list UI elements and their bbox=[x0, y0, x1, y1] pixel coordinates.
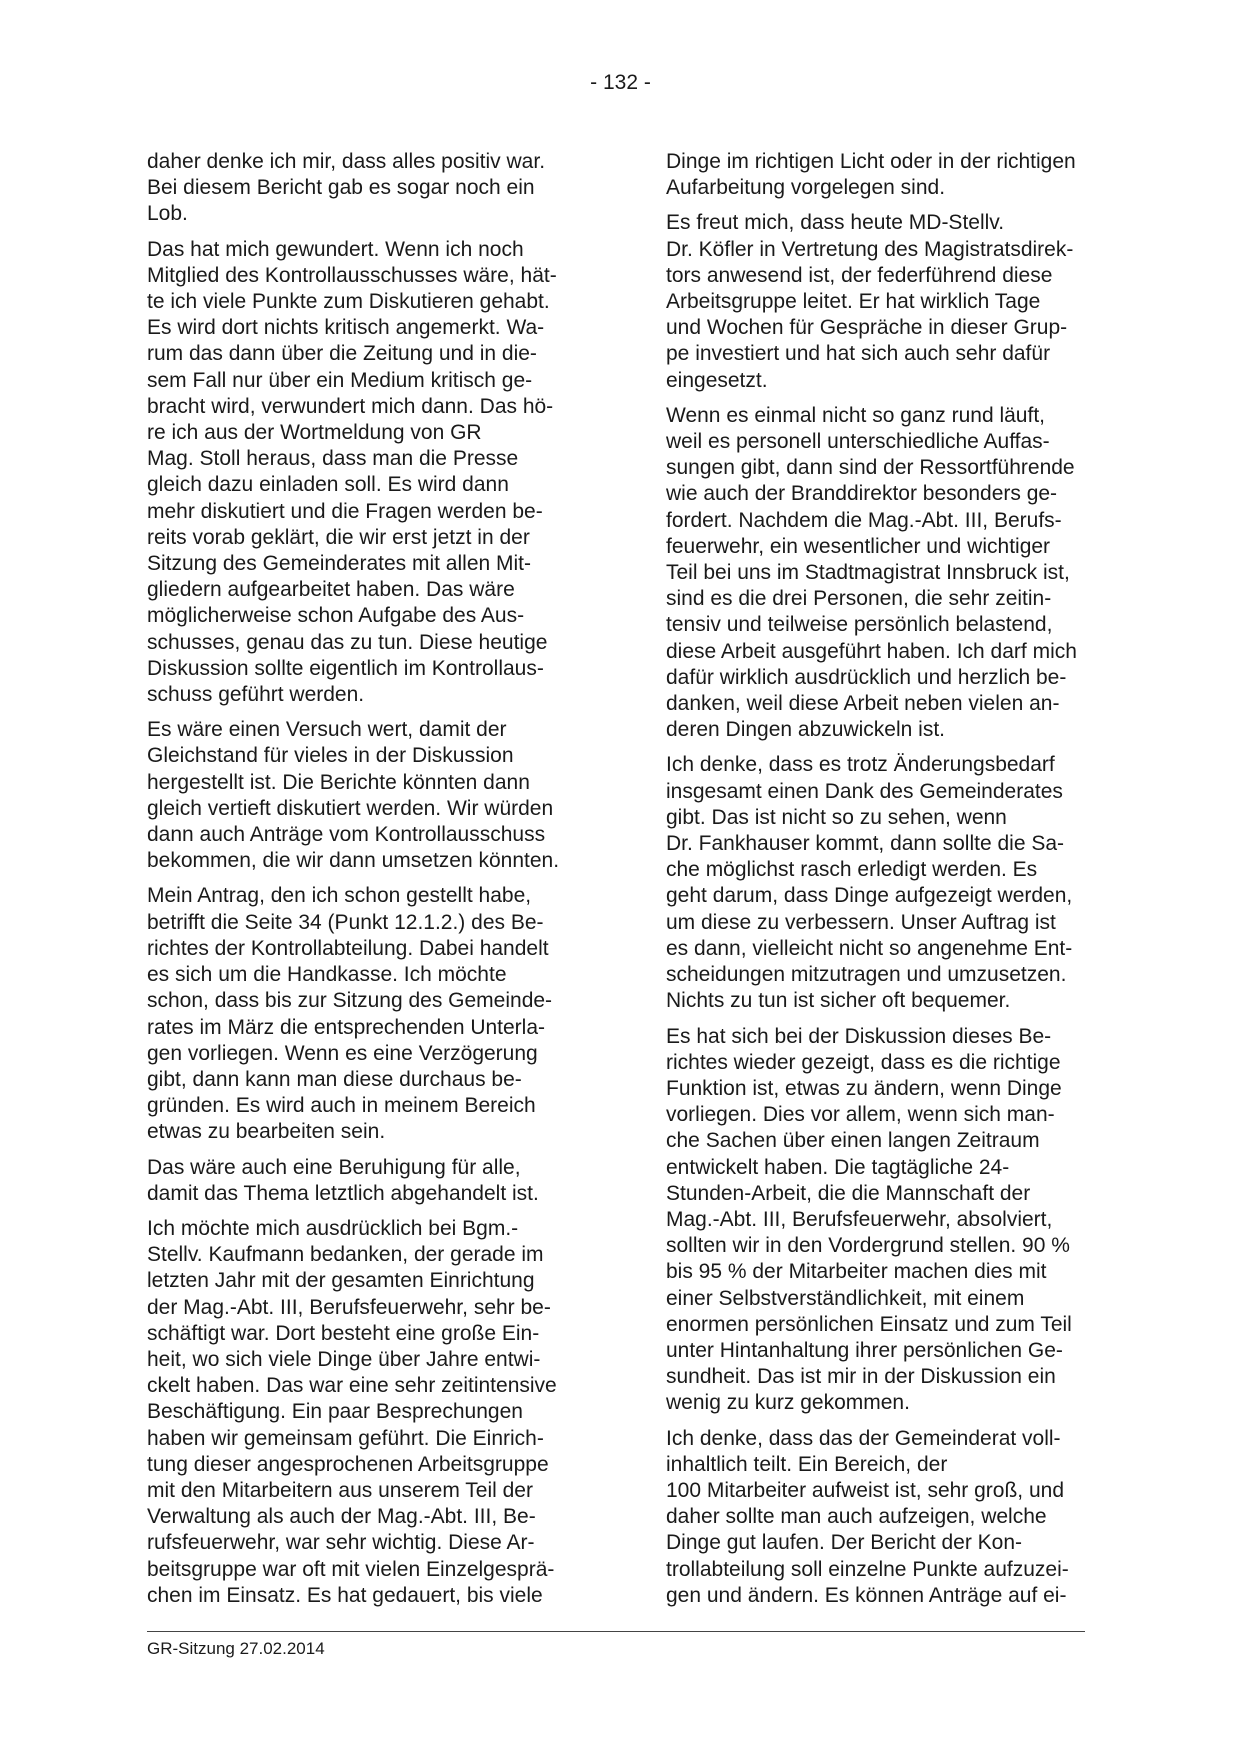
text-line: Es hat sich bei der Diskussion dieses Be- bbox=[666, 1024, 1052, 1048]
text-line: Es wäre einen Versuch wert, damit der bbox=[147, 718, 507, 742]
text-line: haben wir gemeinsam geführt. Die Einrich- bbox=[147, 1426, 544, 1450]
text-line: trollabteilung soll einzelne Punkte aufzuzei- bbox=[666, 1557, 1069, 1581]
text-line: Bei diesem Bericht gab es sogar noch ein bbox=[147, 176, 535, 200]
text-line: tung dieser angesprochenen Arbeitsgruppe bbox=[147, 1452, 549, 1476]
text-line: beitsgruppe war oft mit vielen Einzelgesprä- bbox=[147, 1557, 555, 1581]
text-line: schon, dass bis zur Sitzung des Gemeinde- bbox=[147, 989, 553, 1013]
right-text-column bbox=[666, 149, 1106, 1618]
text-line: fordert. Nachdem die Mag.-Abt. III, Berufs- bbox=[666, 508, 1062, 532]
text-line: 100 Mitarbeiter aufweist ist, sehr groß, und bbox=[666, 1478, 1065, 1502]
text-line: möglicherweise schon Aufgabe des Aus- bbox=[147, 604, 525, 628]
text-line: damit das Thema letztlich abgehandelt ist. bbox=[147, 1181, 539, 1205]
footer-divider bbox=[147, 1631, 1085, 1632]
text-line: richtes der Kontrollabteilung. Dabei handelt bbox=[147, 936, 549, 960]
text-line: sollten wir in den Vordergrund stellen. 90 % bbox=[666, 1234, 1070, 1258]
text-line: Es freut mich, dass heute MD-Stellv. bbox=[666, 211, 1005, 235]
text-line: gleich vertieft diskutiert werden. Wir würden bbox=[147, 796, 554, 820]
text-line: tors anwesend ist, der federführend diese bbox=[666, 263, 1053, 287]
text-line: Das hat mich gewundert. Wenn ich noch bbox=[147, 237, 524, 261]
text-line: Beschäftigung. Ein paar Besprechungen bbox=[147, 1400, 523, 1424]
text-line: ckelt haben. Das war eine sehr zeitintensive bbox=[147, 1374, 557, 1398]
text-line: dafür wirklich ausdrücklich und herzlich be- bbox=[666, 665, 1067, 689]
text-line: Verwaltung als auch der Mag.-Abt. III, Be- bbox=[147, 1505, 536, 1529]
text-line: betrifft die Seite 34 (Punkt 12.1.2.) des Be- bbox=[147, 910, 544, 934]
text-line: sem Fall nur über ein Medium kritisch ge- bbox=[147, 368, 533, 392]
text-line: mehr diskutiert und die Fragen werden be- bbox=[147, 499, 543, 523]
text-line: Nichts zu tun ist sicher oft bequemer. bbox=[666, 989, 1011, 1013]
text-line: Dinge gut laufen. Der Bericht der Kon- bbox=[666, 1531, 1023, 1555]
paragraph bbox=[666, 752, 1106, 1014]
text-line: Dr. Köfler in Vertretung des Magistratsdirek- bbox=[666, 237, 1074, 261]
text-line: gründen. Es wird auch in meinem Bereich bbox=[147, 1094, 536, 1118]
text-line: Sitzung des Gemeinderates mit allen Mit- bbox=[147, 552, 531, 576]
text-line: rum das dann über die Zeitung und in die- bbox=[147, 342, 537, 366]
text-line: vorliegen. Dies vor allem, wenn sich man- bbox=[666, 1103, 1055, 1127]
text-line: letzten Jahr mit der gesamten Einrichtung bbox=[147, 1269, 535, 1293]
text-line: entwickelt haben. Die tagtägliche 24- bbox=[666, 1155, 1010, 1179]
text-line: reits vorab geklärt, die wir erst jetzt in der bbox=[147, 525, 530, 549]
text-line: bracht wird, verwundert mich dann. Das hö- bbox=[147, 394, 554, 418]
text-line: weil es personell unterschiedliche Auffas- bbox=[666, 430, 1050, 454]
page-number: - 132 - bbox=[590, 71, 651, 94]
text-line: sundheit. Das ist mir in der Diskussion ein bbox=[666, 1365, 1056, 1389]
text-line: Ich möchte mich ausdrücklich bei Bgm.- bbox=[147, 1216, 519, 1240]
text-line: wie auch der Branddirektor besonders ge- bbox=[666, 482, 1058, 506]
paragraph bbox=[147, 237, 587, 709]
text-line: dann auch Anträge vom Kontrollausschuss bbox=[147, 823, 546, 847]
text-line: hergestellt ist. Die Berichte könnten dann bbox=[147, 770, 530, 794]
text-line: Es wird dort nichts kritisch angemerkt. Wa- bbox=[147, 316, 545, 340]
text-line: Mein Antrag, den ich schon gestellt habe, bbox=[147, 884, 532, 908]
paragraph bbox=[147, 1216, 587, 1609]
text-line: che Sachen über einen langen Zeitraum bbox=[666, 1129, 1040, 1153]
text-line: rufsfeuerwehr, war sehr wichtig. Diese Ar- bbox=[147, 1531, 535, 1555]
text-line: Dr. Fankhauser kommt, dann sollte die Sa- bbox=[666, 832, 1065, 856]
text-line: inhaltlich teilt. Ein Bereich, der bbox=[666, 1452, 948, 1476]
text-line: gen vorliegen. Wenn es eine Verzögerung bbox=[147, 1041, 538, 1065]
text-line: bis 95 % der Mitarbeiter machen dies mit bbox=[666, 1260, 1047, 1284]
text-line: tensiv und teilweise persönlich belastend, bbox=[666, 613, 1053, 637]
text-line: Das wäre auch eine Beruhigung für alle, bbox=[147, 1155, 521, 1179]
text-line: und Wochen für Gespräche in dieser Grup- bbox=[666, 316, 1068, 340]
text-line: schäftigt war. Dort besteht eine große Ein- bbox=[147, 1321, 540, 1345]
text-line: Gleichstand für vieles in der Diskussion bbox=[147, 744, 514, 768]
text-line: Aufarbeitung vorgelegen sind. bbox=[666, 176, 946, 200]
text-line: feuerwehr, ein wesentlicher und wichtiger bbox=[666, 534, 1051, 558]
text-line: Arbeitsgruppe leitet. Er hat wirklich Tage bbox=[666, 290, 1041, 314]
paragraph bbox=[147, 1155, 587, 1207]
text-line: Mitglied des Kontrollausschusses wäre, hät- bbox=[147, 263, 557, 287]
text-line: Stellv. Kaufmann bedanken, der gerade im bbox=[147, 1243, 544, 1267]
text-line: mit den Mitarbeitern aus unserem Teil der bbox=[147, 1478, 533, 1502]
text-line: eingesetzt. bbox=[666, 368, 768, 392]
text-line: chen im Einsatz. Es hat gedauert, bis viele bbox=[147, 1583, 543, 1607]
text-line: etwas zu bearbeiten sein. bbox=[147, 1120, 386, 1144]
paragraph bbox=[147, 717, 587, 874]
paragraph bbox=[666, 403, 1106, 744]
text-line: geht darum, dass Dinge aufgezeigt werden, bbox=[666, 884, 1073, 908]
text-line: Funktion ist, etwas zu ändern, wenn Dinge bbox=[666, 1076, 1062, 1100]
text-line: insgesamt einen Dank des Gemeinderates bbox=[666, 779, 1063, 803]
paragraph bbox=[147, 883, 587, 1145]
left-text-column bbox=[147, 149, 587, 1618]
text-line: rates im März die entsprechenden Unterla- bbox=[147, 1015, 546, 1039]
text-line: wenig zu kurz gekommen. bbox=[666, 1391, 910, 1415]
text-line: danken, weil diese Arbeit neben vielen an- bbox=[666, 692, 1060, 716]
text-line: scheidungen mitzutragen und umzusetzen. bbox=[666, 963, 1067, 987]
text-line: daher denke ich mir, dass alles positiv war. bbox=[147, 150, 546, 173]
text-line: gleich dazu einladen soll. Es wird dann bbox=[147, 473, 509, 497]
text-line: pe investiert und hat sich auch sehr dafür bbox=[666, 342, 1051, 366]
paragraph bbox=[666, 149, 1106, 201]
text-line: es dann, vielleicht nicht so angenehme Ent- bbox=[666, 936, 1073, 960]
text-line: der Mag.-Abt. III, Berufsfeuerwehr, sehr be- bbox=[147, 1295, 551, 1319]
text-line: Ich denke, dass es trotz Änderungsbedarf bbox=[666, 753, 1055, 777]
text-line: es sich um die Handkasse. Ich möchte bbox=[147, 963, 507, 987]
paragraph bbox=[147, 149, 587, 228]
text-line: sind es die drei Personen, die sehr zeitin- bbox=[666, 587, 1052, 611]
text-line: Stunden-Arbeit, die die Mannschaft der bbox=[666, 1181, 1031, 1205]
text-line: unter Hintanhaltung ihrer persönlichen Ge- bbox=[666, 1338, 1063, 1362]
text-line: deren Dingen abzuwickeln ist. bbox=[666, 718, 945, 742]
text-line: Mag. Stoll heraus, dass man die Presse bbox=[147, 447, 519, 471]
text-line: diese Arbeit ausgeführt haben. Ich darf mich bbox=[666, 639, 1077, 663]
footer-session-date: GR-Sitzung 27.02.2014 bbox=[147, 1639, 325, 1658]
text-line: einer Selbstverständlichkeit, mit einem bbox=[666, 1286, 1025, 1310]
text-line: gibt, dann kann man diese durchaus be- bbox=[147, 1067, 522, 1091]
text-line: che möglichst rasch erledigt werden. Es bbox=[666, 858, 1038, 882]
text-line: Dinge im richtigen Licht oder in der richtigen bbox=[666, 150, 1076, 173]
text-line: Teil bei uns im Stadtmagistrat Innsbruck ist, bbox=[666, 561, 1070, 585]
text-line: um diese zu verbessern. Unser Auftrag ist bbox=[666, 910, 1056, 934]
text-line: bekommen, die wir dann umsetzen könnten. bbox=[147, 849, 560, 873]
paragraph bbox=[666, 210, 1106, 393]
text-line: re ich aus der Wortmeldung von GR bbox=[147, 421, 482, 445]
text-line: Ich denke, dass das der Gemeinderat voll- bbox=[666, 1426, 1061, 1450]
text-line: schuss geführt werden. bbox=[147, 683, 365, 707]
text-line: gen und ändern. Es können Anträge auf ei- bbox=[666, 1583, 1067, 1607]
text-line: te ich viele Punkte zum Diskutieren gehabt. bbox=[147, 290, 550, 314]
text-line: Lob. bbox=[147, 202, 188, 226]
text-line: gliedern aufgearbeitet haben. Das wäre bbox=[147, 578, 515, 602]
text-line: gibt. Das ist nicht so zu sehen, wenn bbox=[666, 805, 1007, 829]
text-line: Wenn es einmal nicht so ganz rund läuft, bbox=[666, 403, 1045, 427]
text-line: schusses, genau das zu tun. Diese heutige bbox=[147, 630, 548, 654]
paragraph bbox=[666, 1024, 1106, 1417]
text-line: enormen persönlichen Einsatz und zum Teil bbox=[666, 1312, 1072, 1336]
text-line: Diskussion sollte eigentlich im Kontrollaus- bbox=[147, 656, 544, 680]
text-line: richtes wieder gezeigt, dass es die richtige bbox=[666, 1050, 1061, 1074]
text-line: heit, wo sich viele Dinge über Jahre entwi- bbox=[147, 1347, 541, 1371]
text-line: Mag.-Abt. III, Berufsfeuerwehr, absolviert, bbox=[666, 1207, 1053, 1231]
text-line: sungen gibt, dann sind der Ressortführende bbox=[666, 456, 1075, 480]
text-line: daher sollte man auch aufzeigen, welche bbox=[666, 1505, 1047, 1529]
paragraph bbox=[666, 1426, 1106, 1609]
